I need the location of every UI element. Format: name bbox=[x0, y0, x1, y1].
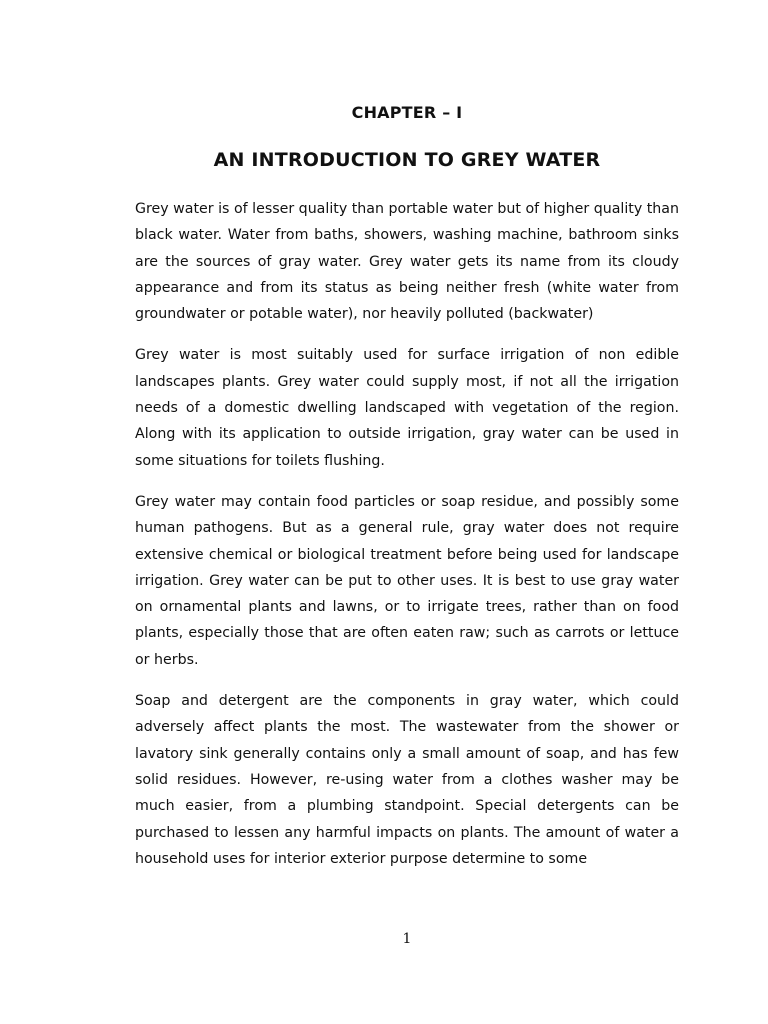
paragraph: Grey water is most suitably used for surface irrigation of non edible landscapes plants. Grey water could supply most, if not all the irrigation needs of a domestic dwelling landscaped with vegetation of the region. Along with its application to outside irrigation, gray water can be used in some situations for toilets flushing. bbox=[135, 347, 679, 469]
chapter-title: AN INTRODUCTION TO GREY WATER bbox=[213, 149, 601, 171]
paragraph: Grey water may contain food particles or soap residue, and possibly some human pathogens. But as a general rule, gray water does not require extensive chemical or biological treatment before being used for landscape irrigation. Grey water can be put to other uses. It is best to use gray water on ornamental plants and lawns, or to irrigate trees, rather than on food plants, especially those that are often eaten raw; such as carrots or lettuce or herbs. bbox=[135, 493, 679, 668]
paragraph: Soap and detergent are the components in gray water, which could adversely affect plants the most. The wastewater from the shower or lavatory sink generally contains only a small amount of soap, and has few solid residues. However, re-using water from a clothes washer may be much easier, from a plumbing standpoint. Special detergents can be purchased to lessen any harmful impacts on plants. The amount of water a household uses for interior exterior purpose determine to some bbox=[135, 693, 679, 867]
body-text bbox=[135, 196, 679, 887]
paragraph: Grey water is of lesser quality than portable water but of higher quality than black water. Water from baths, showers, washing machine, bathroom sinks are the sources of gray water. Grey water gets its name from its cloudy appearance and from its status as being neither fresh (white water from groundwater or potable water), nor heavily polluted (backwater) bbox=[135, 201, 679, 323]
page-number: 1 bbox=[402, 931, 412, 947]
chapter-label: CHAPTER – I bbox=[351, 103, 463, 122]
